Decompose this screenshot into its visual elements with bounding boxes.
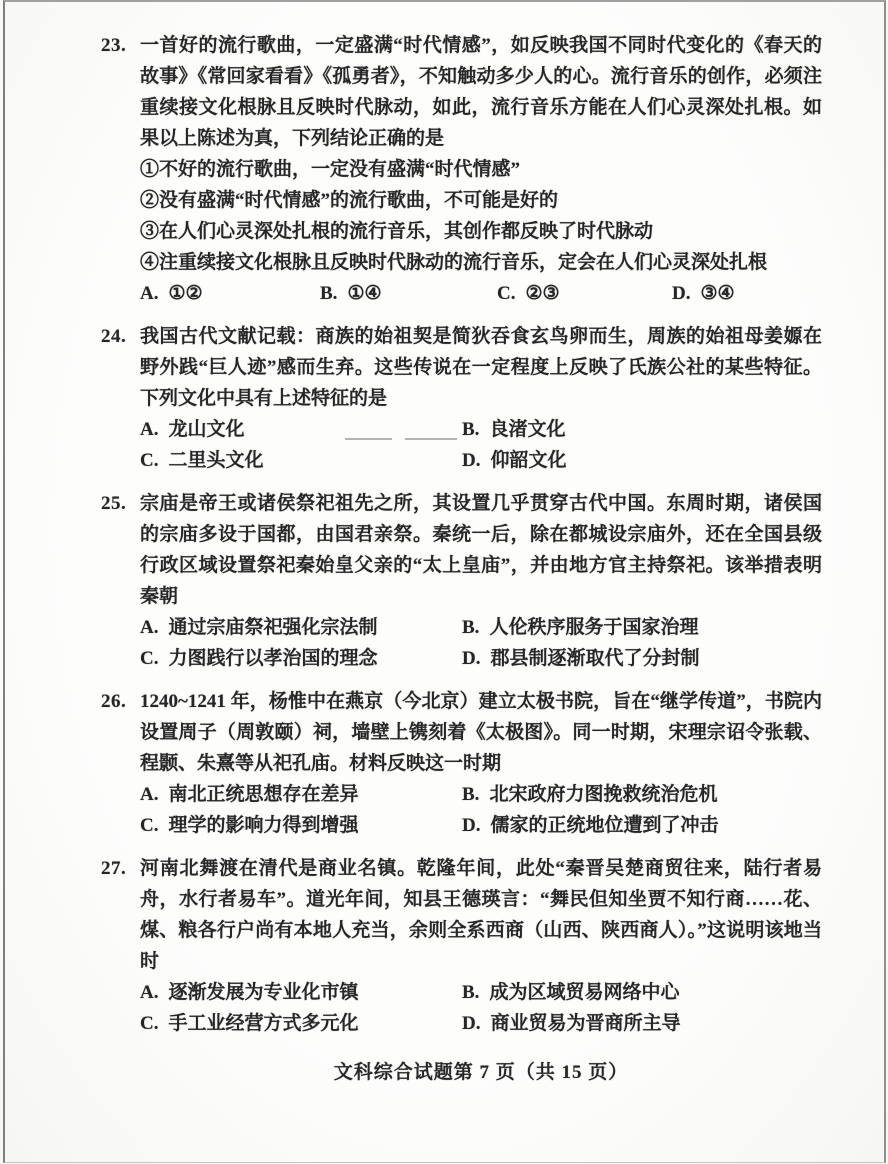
statements-list bbox=[140, 154, 822, 278]
options-row bbox=[140, 278, 822, 309]
option-text: ①② bbox=[168, 283, 203, 304]
option-label: B. bbox=[320, 283, 338, 304]
option-label: B. bbox=[462, 784, 480, 805]
question-26 bbox=[101, 686, 822, 841]
question-25 bbox=[101, 488, 822, 674]
option-label: A. bbox=[140, 982, 159, 1003]
option-b bbox=[320, 278, 497, 309]
option-a bbox=[140, 779, 462, 810]
statement-line: ①不好的流行歌曲，一定没有盛满“时代情感” bbox=[140, 159, 521, 180]
question-stem: 宗庙是帝王或诸侯祭祀祖先之所，其设置几乎贯穿古代中国。东周时期，诸侯国的宗庙多设于国都，由国君亲祭。秦统一后，除在都城设宗庙外，还在全国县级行政区域设置祭祀秦始皇父亲的“太上皇庙”，并由地方官主持祭祀。该举措表明秦朝 bbox=[140, 493, 822, 607]
option-label: C. bbox=[140, 450, 159, 471]
option-c bbox=[140, 1008, 462, 1039]
option-text: 南北正统思想存在差异 bbox=[168, 784, 359, 805]
option-label: D. bbox=[672, 283, 691, 304]
option-c bbox=[140, 643, 462, 674]
option-a bbox=[140, 278, 320, 309]
option-text: 儒家的正统地位遭到了冲击 bbox=[490, 815, 719, 836]
question-stem: 河南北舞渡在清代是商业名镇。乾隆年间，此处“秦晋吴楚商贸往来，陆行者易舟，水行者易车”。道光年间，知县王德瑛言：“舞民但知坐贾不知行商……花、煤、粮各行户尚有本地人充当，余则全系西商（山西、陕西商人）。”这说明该地当时 bbox=[140, 858, 822, 972]
option-c bbox=[140, 445, 462, 476]
option-text: 通过宗庙祭祀强化宗法制 bbox=[168, 617, 378, 638]
option-text: 成为区域贸易网络中心 bbox=[489, 982, 680, 1003]
option-d bbox=[672, 278, 822, 309]
option-label: D. bbox=[462, 648, 481, 669]
question-number: 27. bbox=[101, 858, 127, 879]
statement-line: ②没有盛满“时代情感”的流行歌曲，不可能是好的 bbox=[140, 190, 559, 211]
option-text: ③④ bbox=[700, 283, 735, 304]
option-b bbox=[462, 414, 822, 445]
option-label: A. bbox=[140, 617, 159, 638]
option-label: B. bbox=[462, 617, 480, 638]
question-stem: 一首好的流行歌曲，一定盛满“时代情感”，如反映我国不同时代变化的《春天的故事》《常回家看看》《孤勇者》，不知触动多少人的心。流行音乐的创作，必须注重续接文化根脉且反映时代脉动，如此，流行音乐方能在人们心灵深处扎根。如果以上陈述为真，下列结论正确的是 bbox=[140, 35, 822, 149]
options-grid bbox=[140, 612, 822, 674]
option-label: B. bbox=[462, 419, 480, 440]
option-label: D. bbox=[462, 815, 481, 836]
page-footer: 文科综合试题第 7 页（共 15 页） bbox=[333, 1062, 629, 1083]
option-text: 二里头文化 bbox=[168, 450, 264, 471]
question-number: 23. bbox=[101, 35, 127, 56]
statement-line: ④注重续接文化根脉且反映时代脉动的流行音乐，定会在人们心灵深处扎根 bbox=[140, 252, 768, 273]
option-d bbox=[462, 1008, 822, 1039]
question-number: 25. bbox=[101, 493, 127, 514]
option-text: 北宋政府力图挽救统治危机 bbox=[489, 784, 718, 805]
options-grid bbox=[140, 977, 822, 1039]
option-label: C. bbox=[140, 648, 159, 669]
option-d bbox=[462, 810, 822, 841]
question-27 bbox=[101, 853, 822, 1039]
option-b bbox=[462, 977, 822, 1008]
option-text: 逐渐发展为专业化市镇 bbox=[168, 982, 359, 1003]
option-text: 郡县制逐渐取代了分封制 bbox=[490, 648, 700, 669]
question-stem: 1240~1241 年，杨惟中在燕京（今北京）建立太极书院，旨在“继学传道”，书院内设置周子（周敦颐）祠，墙壁上镌刻着《太极图》。同一时期，宋理宗诏令张载、程颢、朱熹等从祀孔庙。材料反映这一时期 bbox=[140, 691, 822, 774]
options-grid bbox=[140, 414, 822, 476]
option-label: C. bbox=[497, 283, 516, 304]
question-number: 26. bbox=[101, 691, 127, 712]
question-24 bbox=[101, 321, 822, 476]
option-text: 力图践行以孝治国的理念 bbox=[168, 648, 378, 669]
option-label: A. bbox=[140, 283, 159, 304]
option-label: A. bbox=[140, 784, 159, 805]
option-d bbox=[462, 445, 822, 476]
options-grid bbox=[140, 779, 822, 841]
option-text: ②③ bbox=[525, 283, 560, 304]
option-text: 人伦秩序服务于国家治理 bbox=[489, 617, 699, 638]
option-label: A. bbox=[140, 419, 159, 440]
option-a bbox=[140, 977, 462, 1008]
option-a bbox=[140, 612, 462, 643]
option-d bbox=[462, 643, 822, 674]
option-b bbox=[462, 779, 822, 810]
option-text: 良渚文化 bbox=[489, 419, 566, 440]
exam-content bbox=[101, 30, 822, 1088]
option-label: B. bbox=[462, 982, 480, 1003]
option-text: 手工业经营方式多元化 bbox=[168, 1013, 359, 1034]
option-label: D. bbox=[462, 450, 481, 471]
option-label: C. bbox=[140, 1013, 159, 1034]
statement-line: ③在人们心灵深处扎根的流行音乐，其创作都反映了时代脉动 bbox=[140, 221, 654, 242]
question-stem: 我国古代文献记载：商族的始祖契是简狄吞食玄鸟卵而生，周族的始祖母姜嫄在野外践“巨人迹”感而生弃。这些传说在一定程度上反映了氏族公社的某些特征。下列文化中具有上述特征的是 bbox=[140, 326, 822, 409]
option-text: 理学的影响力得到增强 bbox=[168, 815, 359, 836]
option-text: 商业贸易为晋商所主导 bbox=[490, 1013, 681, 1034]
option-label: C. bbox=[140, 815, 159, 836]
option-a bbox=[140, 414, 462, 445]
option-text: 龙山文化 bbox=[168, 419, 245, 440]
option-c bbox=[497, 278, 672, 309]
option-label: D. bbox=[462, 1013, 481, 1034]
option-c bbox=[140, 810, 462, 841]
option-text: 仰韶文化 bbox=[490, 450, 567, 471]
option-text: ①④ bbox=[347, 283, 382, 304]
option-b bbox=[462, 612, 822, 643]
question-23 bbox=[101, 30, 822, 309]
question-number: 24. bbox=[101, 326, 127, 347]
